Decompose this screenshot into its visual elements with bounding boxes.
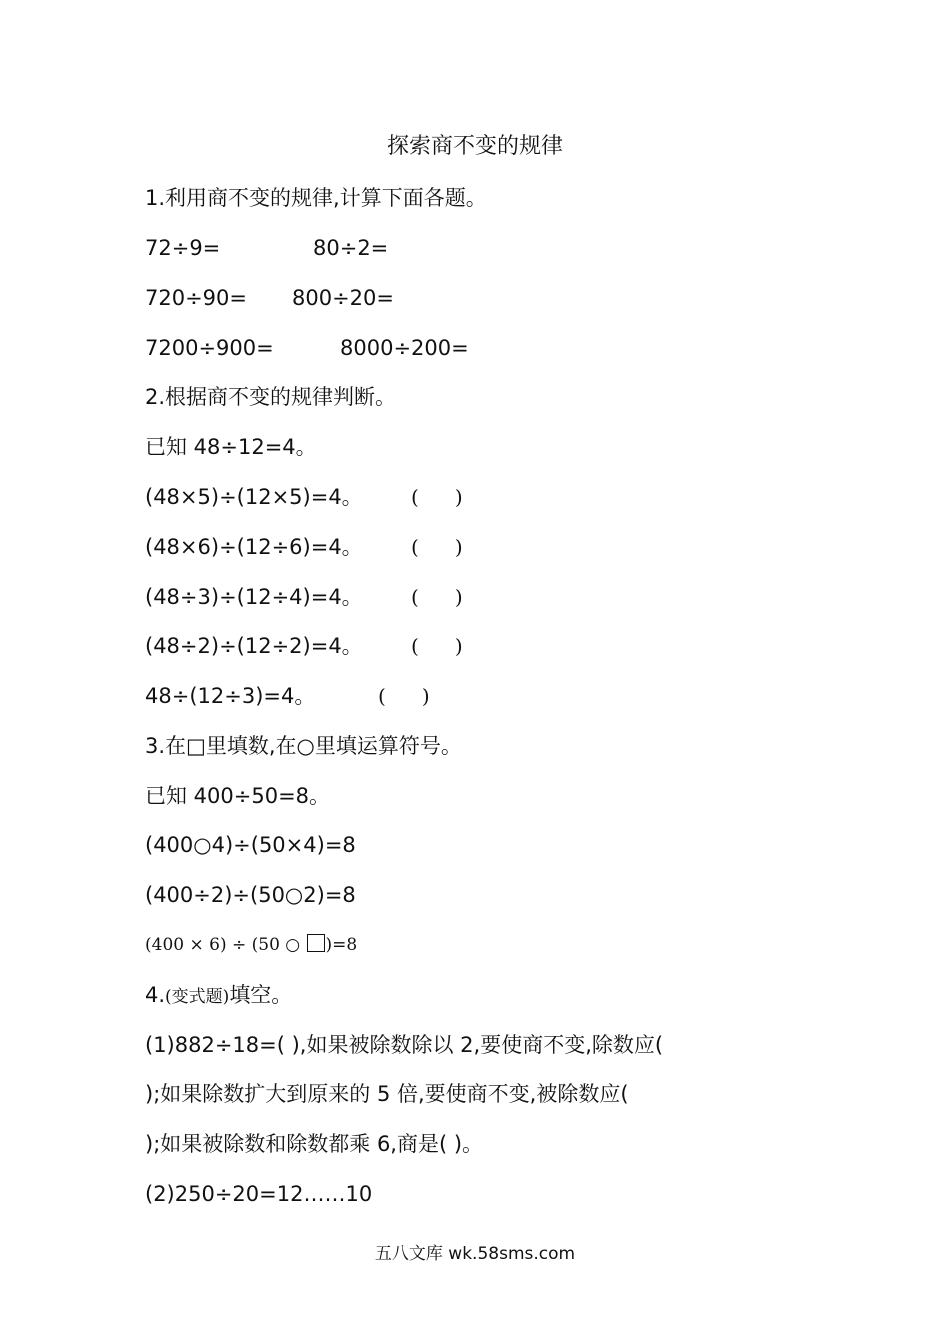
q3-item-3-text: (400 × 6) ÷ (50 ○ bbox=[145, 935, 306, 955]
q1-heading: 1.利用商不变的规律,计算下面各题。 bbox=[145, 186, 487, 210]
blank-box[interactable] bbox=[307, 934, 325, 952]
q1-row3-right: 8000÷200= bbox=[340, 336, 469, 360]
q1-row1-left: 72÷9= bbox=[145, 236, 221, 260]
page-title: 探索商不变的规律 bbox=[386, 134, 563, 159]
q2-item-1-answer-blank[interactable]: ( ) bbox=[411, 485, 463, 509]
q2-item-5: 48÷(12÷3)=4。 bbox=[145, 684, 316, 708]
q2-item-3: (48÷3)÷(12÷4)=4。 bbox=[145, 585, 363, 609]
q1-row1-right: 80÷2= bbox=[313, 236, 389, 260]
q4-heading-text: 填空。 bbox=[229, 983, 293, 1007]
q3-item-3 bbox=[145, 929, 357, 961]
q4-part1-line1: (1)882÷18=( ),如果被除数除以 2,要使商不变,除数应( bbox=[145, 1033, 664, 1057]
q2-item-4-answer-blank[interactable]: ( ) bbox=[411, 634, 463, 658]
footer-watermark: 五八文库 wk.58sms.com bbox=[374, 1244, 576, 1264]
q3-item-1: (400○4)÷(50×4)=8 bbox=[145, 833, 356, 857]
q2-item-2-answer-blank[interactable]: ( ) bbox=[411, 535, 463, 559]
q2-item-5-answer-blank[interactable]: ( ) bbox=[378, 684, 430, 708]
q2-heading: 2.根据商不变的规律判断。 bbox=[145, 385, 397, 409]
q4-tag: (变式题) bbox=[165, 987, 230, 1007]
q3-item-2: (400÷2)÷(50○2)=8 bbox=[145, 883, 356, 907]
q1-row2-left: 720÷90= bbox=[145, 286, 247, 310]
q3-given: 已知 400÷50=8。 bbox=[145, 784, 331, 808]
q4-part2-line1: (2)250÷20=12……10 bbox=[145, 1182, 373, 1206]
q2-given: 已知 48÷12=4。 bbox=[145, 435, 317, 459]
q4-heading bbox=[145, 979, 292, 1013]
q2-item-2: (48×6)÷(12÷6)=4。 bbox=[145, 535, 363, 559]
q3-heading: 3.在□里填数,在○里填运算符号。 bbox=[145, 734, 462, 758]
q2-item-3-answer-blank[interactable]: ( ) bbox=[411, 585, 463, 609]
q3-item-3-tail: )=8 bbox=[325, 935, 358, 955]
q1-row2-right: 800÷20= bbox=[292, 286, 394, 310]
q1-row3-left: 7200÷900= bbox=[145, 336, 274, 360]
q4-part1-line2: );如果除数扩大到原来的 5 倍,要使商不变,被除数应( bbox=[145, 1082, 629, 1106]
q4-part1-line3: );如果被除数和除数都乘 6,商是( )。 bbox=[145, 1132, 484, 1156]
q2-item-4: (48÷2)÷(12÷2)=4。 bbox=[145, 634, 363, 658]
q4-number: 4. bbox=[145, 983, 166, 1007]
q2-item-1: (48×5)÷(12×5)=4。 bbox=[145, 485, 363, 509]
